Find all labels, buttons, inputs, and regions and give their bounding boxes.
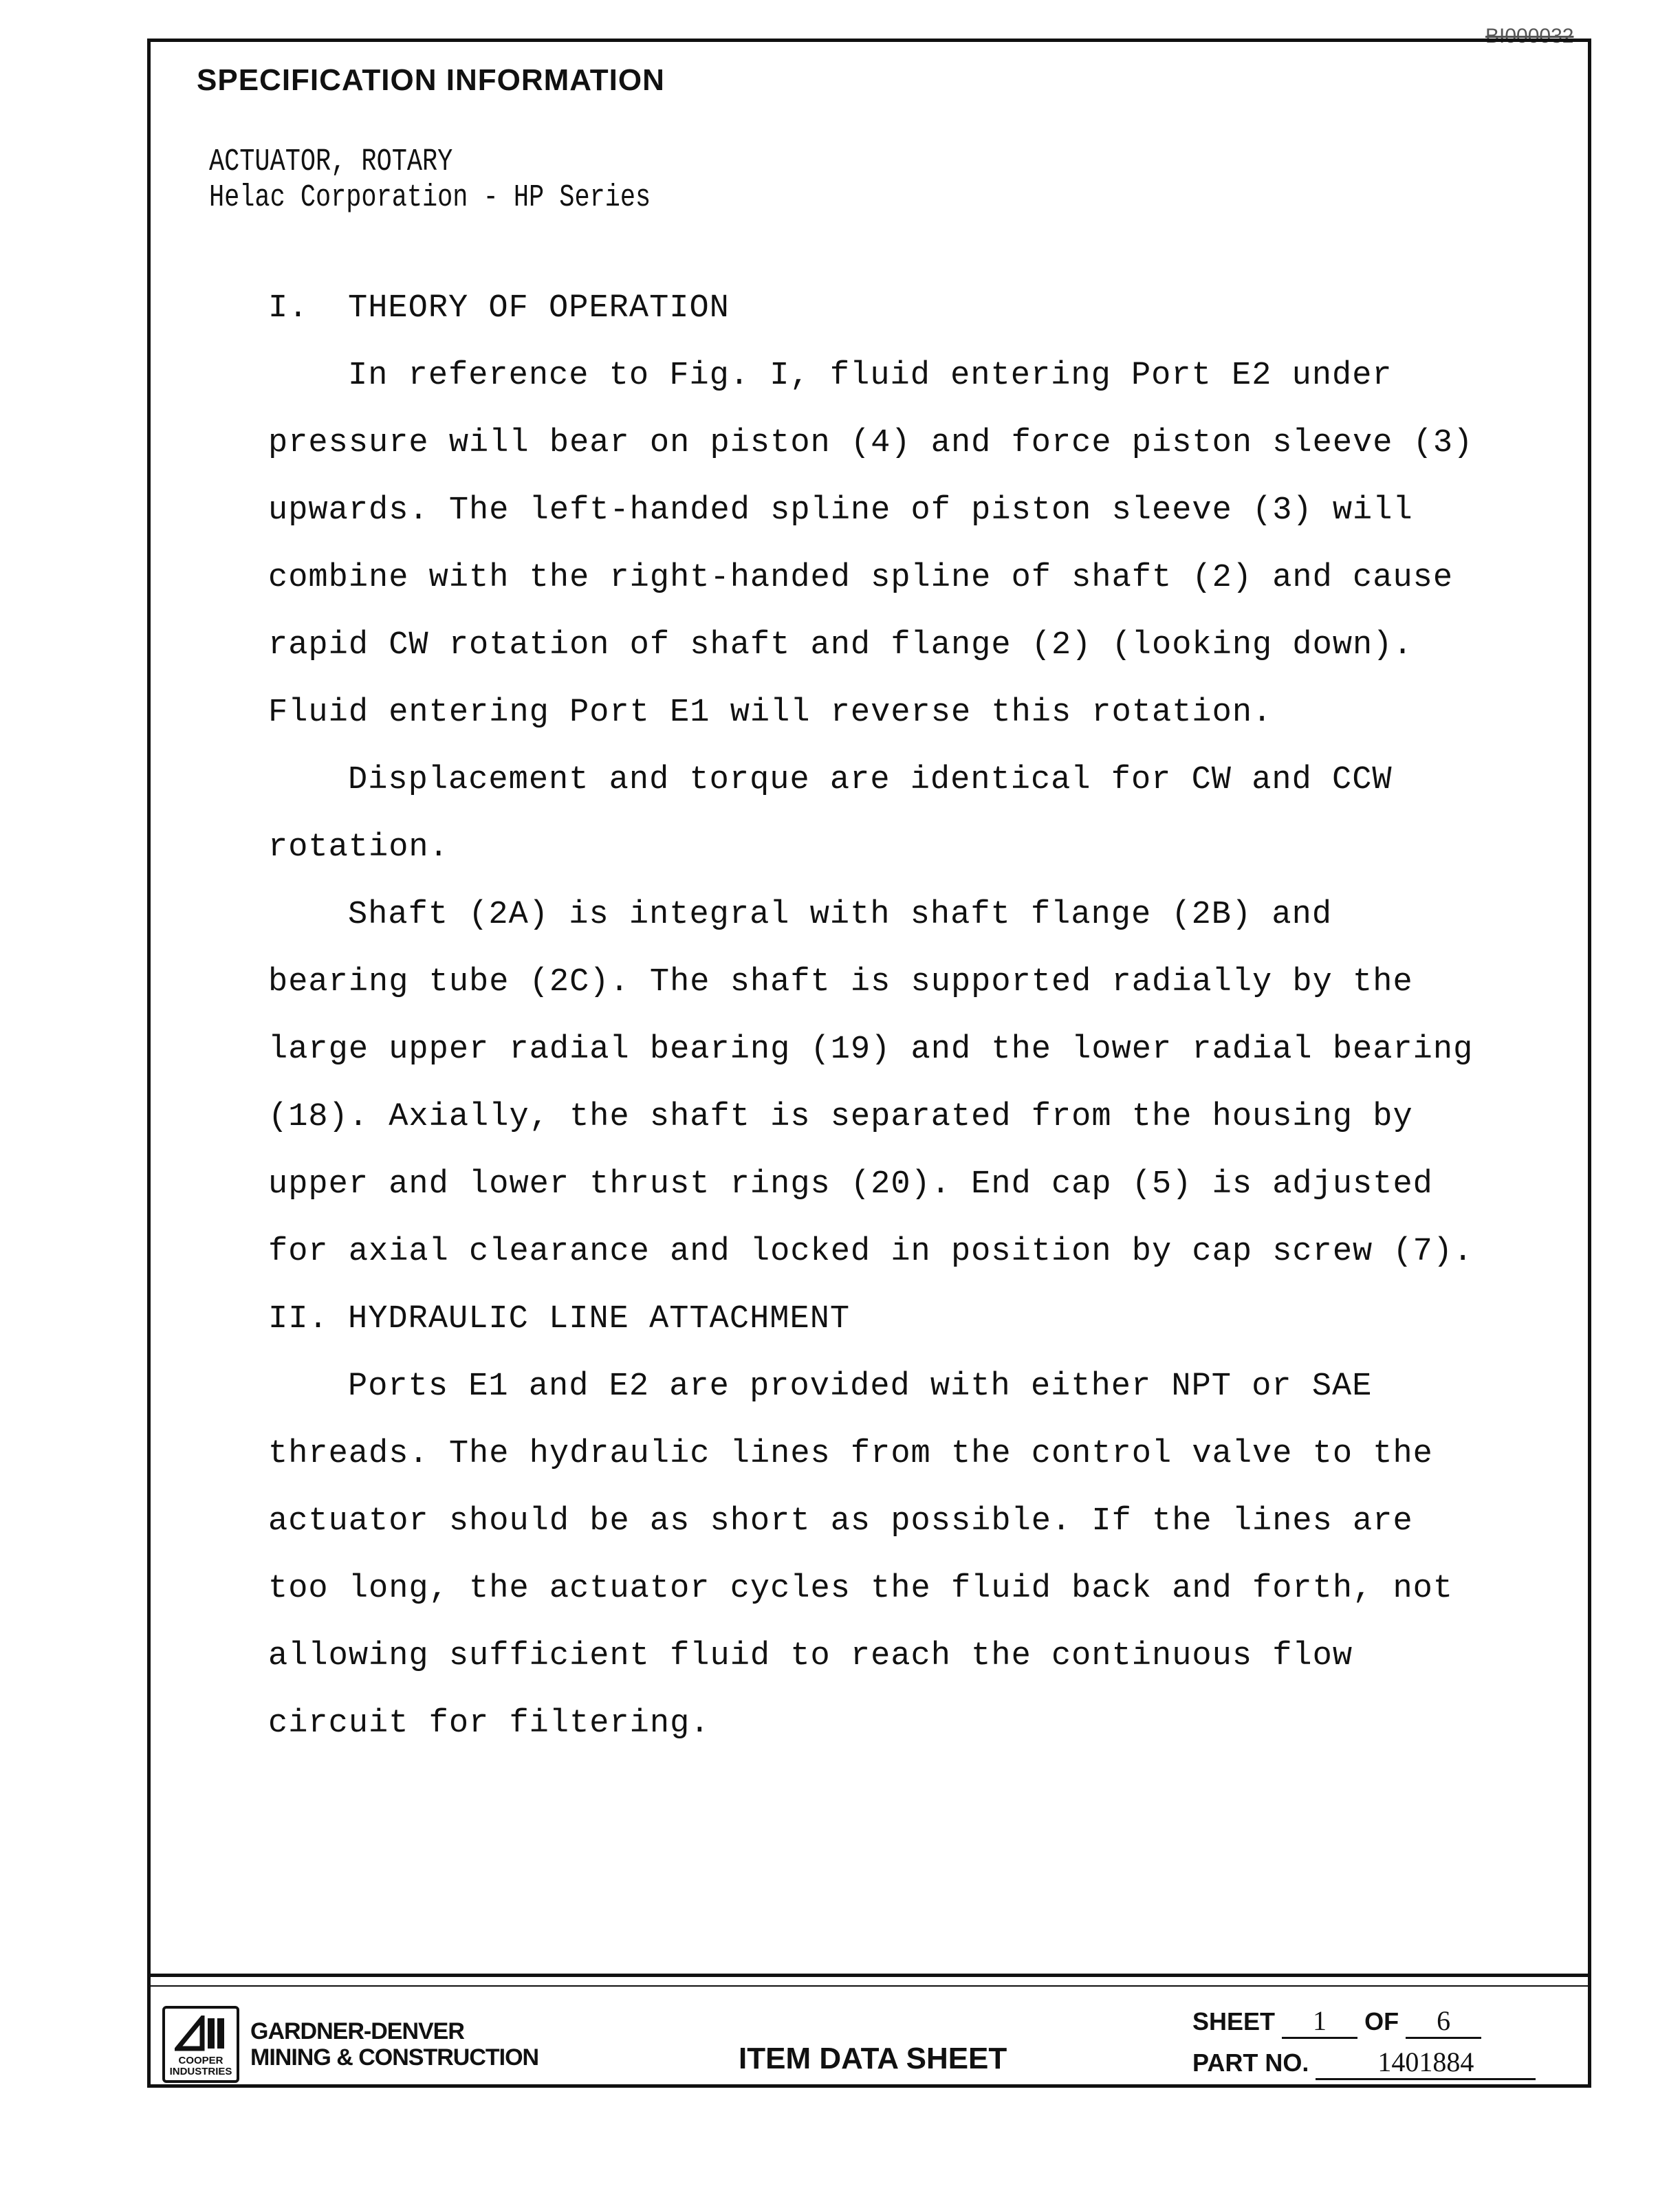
sheet-label: SHEET — [1192, 2007, 1276, 2035]
subject-line-1: ACTUATOR, ROTARY — [209, 144, 453, 179]
paragraph: Displacement and torque are identical for CW and CCW rotation. — [268, 762, 1393, 866]
section-heading-1 — [268, 275, 1479, 342]
footer-divider — [147, 1985, 1591, 1987]
part-no-value: 1401884 — [1316, 2046, 1536, 2080]
document-body — [268, 275, 1479, 1758]
of-label: OF — [1364, 2007, 1399, 2035]
footer — [147, 1974, 1591, 2088]
company-line-2: MINING & CONSTRUCTION — [250, 2044, 539, 2071]
paragraph: Ports E1 and E2 are provided with either NPT or SAE threads. The hydraulic lines from the control valve to the actuator should be as short as possible. If the lines are too long, the actuator cycles the fluid back and forth, not allowing sufficient fluid to reach the continuous flow circuit for filtering. — [268, 1368, 1454, 1742]
section-title: THEORY OF OPERATION — [348, 290, 730, 327]
section-title: HYDRAULIC LINE ATTACHMENT — [348, 1301, 851, 1337]
cooper-logo — [162, 2006, 239, 2083]
item-data-sheet-title: ITEM DATA SHEET — [739, 2042, 1007, 2075]
section-number: I. — [268, 290, 309, 327]
page-title: SPECIFICATION INFORMATION — [197, 63, 665, 97]
sheet-meta — [1192, 2005, 1536, 2087]
section-heading-2 — [268, 1286, 1479, 1353]
subject-line-2: Helac Corporation - HP Series — [209, 180, 651, 215]
section-number: II. — [268, 1301, 329, 1337]
document-id: BI000032 — [1485, 25, 1574, 47]
logo-text: COOPER INDUSTRIES — [169, 2055, 232, 2077]
company-name — [250, 2018, 538, 2071]
subject-block — [209, 144, 651, 216]
sheet-total: 6 — [1406, 2005, 1481, 2039]
part-no-label: PART NO. — [1192, 2049, 1309, 2077]
sheet-number: 1 — [1282, 2005, 1357, 2039]
part-no-row — [1192, 2046, 1536, 2087]
paragraph: In reference to Fig. I, fluid entering Port E2 under pressure will bear on piston (4) and force piston sleeve (3) upwards. The left-handed spline of piston sleeve (3) will combine with the right-handed spline of shaft (2) and cause rapid CW rotation of shaft and flange (2) (looking down). Fluid entering Port E1 will reverse this rotation. — [268, 358, 1474, 731]
paragraph: Shaft (2A) is integral with shaft flange (2B) and bearing tube (2C). The shaft is supported radially by the large upper radial bearing (19) and the lower radial bearing (18). Axially, the shaft is separated from the housing by upper and lower thrust rings (20). End cap (5) is adjusted for axial clearance and locked in position by cap screw (7). — [268, 897, 1474, 1270]
sheet-row — [1192, 2005, 1536, 2046]
cooper-logo-mark-icon — [175, 2016, 227, 2051]
company-line-1: GARDNER-DENVER — [250, 2018, 464, 2044]
